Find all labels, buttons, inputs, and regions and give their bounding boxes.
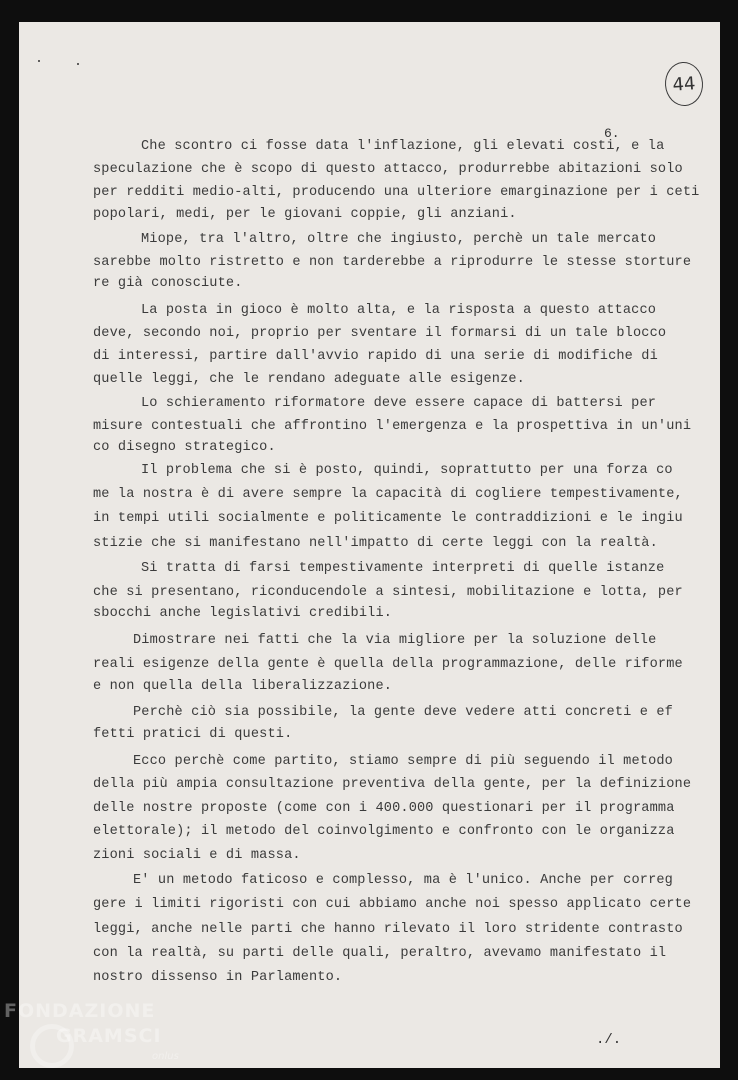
text-line: elettorale); il metodo del coinvolgimento e confronto con le organizza [93,824,675,839]
text-line: E' un metodo faticoso e complesso, ma è l'unico. Anche per correg [133,873,673,888]
text-line: deve, secondo noi, proprio per sventare il formarsi di un tale blocco [93,326,667,341]
stray-dot [77,63,79,65]
text-line: fetti pratici di questi. [93,727,293,742]
text-line: reali esigenze della gente è quella della programmazione, delle riforme [93,657,683,672]
text-line: Si tratta di farsi tempestivamente interpreti di quelle istanze [141,561,665,576]
text-line: Il problema che si è posto, quindi, soprattutto per una forza co [141,463,673,478]
text-line: re già conosciute. [93,276,243,291]
text-line: gere i limiti rigoristi con cui abbiamo anche noi spesso applicato certe [93,897,692,912]
continuation-mark: ./. [596,1032,622,1048]
watermark-line-3: onlus [152,1051,179,1062]
text-line: sarebbe molto ristretto e non tarderebbe a riprodurre le stesse storture [93,255,692,270]
watermark-line-2: GRAMSCI [56,1025,162,1047]
text-line: in tempi utili socialmente e politicamente le contraddizioni e le ingiu [93,511,683,526]
text-line: con la realtà, su parti delle quali, peraltro, avevamo manifestato il [93,946,667,961]
page-number: 6. [604,126,620,141]
text-line: leggi, anche nelle parti che hanno rilevato il loro stridente contrasto [93,922,683,937]
text-line: delle nostre proposte (come con i 400.000 questionari per il programma [93,801,675,816]
text-line: Ecco perchè come partito, stiamo sempre di più seguendo il metodo [133,754,673,769]
text-line: sbocchi anche legislativi credibili. [93,606,393,621]
text-line: me la nostra è di avere sempre la capacità di cogliere tempestivamente, [93,487,683,502]
text-line: stizie che si manifestano nell'impatto di certe leggi con la realtà. [93,536,658,551]
text-line: di interessi, partire dall'avvio rapido di una serie di modifiche di [93,349,658,364]
text-line: La posta in gioco è molto alta, e la risposta a questo attacco [141,303,657,318]
text-line: zioni sociali e di massa. [93,848,301,863]
text-line: nostro dissenso in Parlamento. [93,970,343,985]
archive-number: 44 [664,61,705,108]
text-line: che si presentano, riconducendole a sintesi, mobilitazione e lotta, per [93,585,683,600]
text-line: Perchè ciò sia possibile, la gente deve vedere atti concreti e ef [133,705,673,720]
watermark-logo [4,1000,204,1080]
text-line: Lo schieramento riformatore deve essere capace di battersi per [141,396,657,411]
text-line: per redditi medio-alti, producendo una ulteriore emarginazione per i ceti [93,185,700,200]
document-page [19,22,720,1068]
text-line: popolari, medi, per le giovani coppie, gli anziani. [93,207,517,222]
watermark-line-1: FONDAZIONE [4,1000,156,1022]
text-line: co disegno strategico. [93,440,276,455]
text-line: Miope, tra l'altro, oltre che ingiusto, perchè un tale mercato [141,232,657,247]
stray-dot [38,60,40,62]
text-line: speculazione che è scopo di questo attacco, produrrebbe abitazioni solo [93,162,683,177]
text-line: misure contestuali che affrontino l'emergenza e la prospettiva in un'uni [93,419,692,434]
text-line: della più ampia consultazione preventiva della gente, per la definizione [93,777,692,792]
text-line: Dimostrare nei fatti che la via migliore per la soluzione delle [133,633,657,648]
text-line: Che scontro ci fosse data l'inflazione, gli elevati costi, e la [141,139,665,154]
text-line: e non quella della liberalizzazione. [93,679,393,694]
text-line: quelle leggi, che le rendano adeguate alle esigenze. [93,372,525,387]
